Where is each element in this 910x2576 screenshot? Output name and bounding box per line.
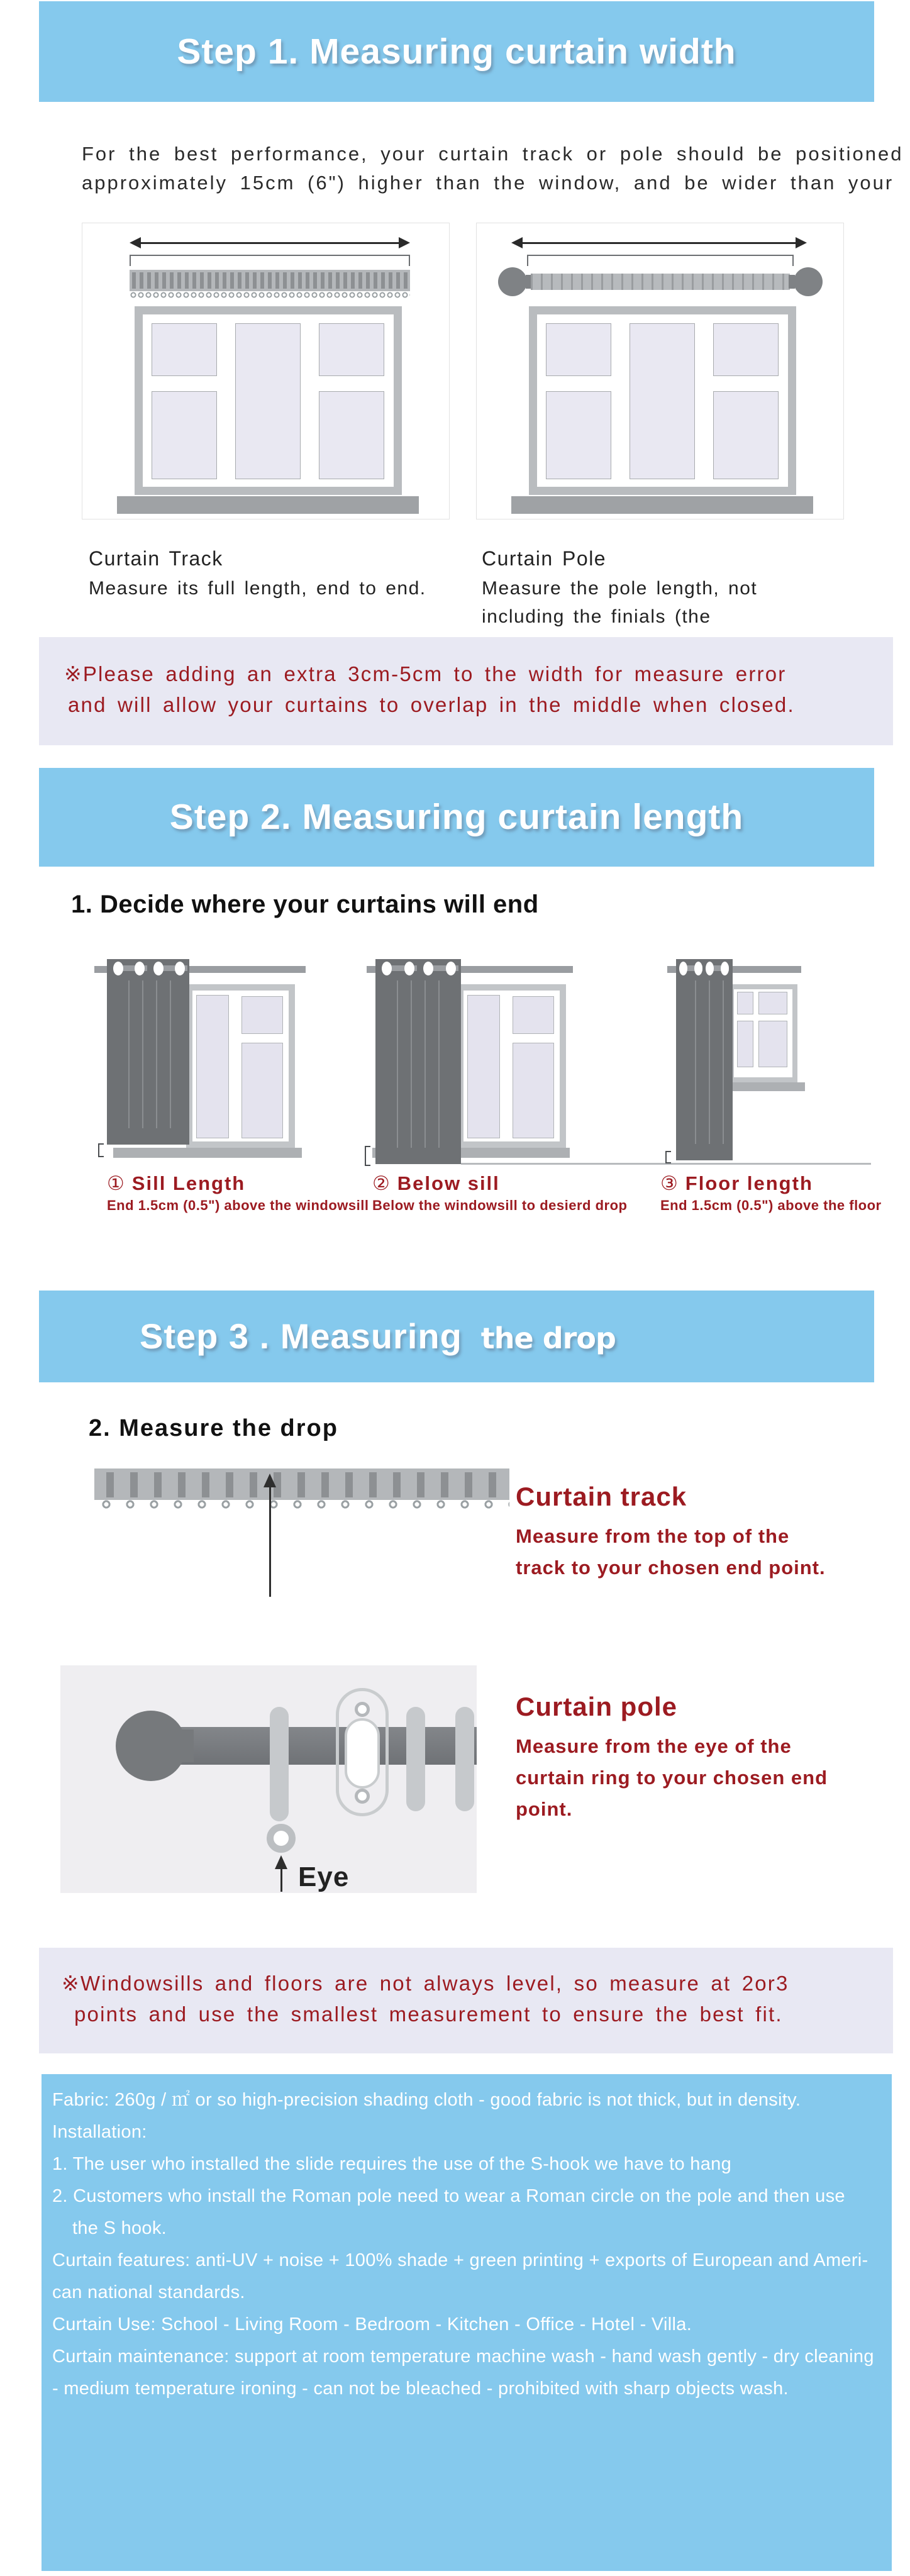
arrow-shaft [519, 242, 799, 244]
pole-body-line-1: Measure from the eye of the [516, 1735, 792, 1757]
note-line-1: ※Please adding an extra 3cm-5cm to the width for measure error [64, 662, 787, 686]
window-pane [152, 391, 217, 479]
arrow-shaft [280, 1867, 282, 1892]
measure-bracket [527, 255, 794, 266]
track-section-title: Curtain track [516, 1482, 687, 1511]
pole-caption-line-1: Measure the pole length, not [482, 578, 758, 599]
grommet-icon [679, 962, 687, 975]
window-pane [630, 323, 695, 479]
curtain-header [676, 959, 733, 978]
curtain-folds [116, 980, 180, 1128]
track-hook-stems [98, 1472, 506, 1497]
curtain-pole-diagram [476, 223, 844, 519]
window-pane [758, 1021, 787, 1067]
pole-finial-ball [116, 1711, 186, 1781]
step2-banner: Step 2. Measuring curtain length [39, 768, 874, 867]
curtain-panel [107, 959, 189, 1145]
grommet-icon [404, 962, 414, 975]
step2-heading: 1. Decide where your curtains will end [71, 891, 539, 918]
step3-banner-sub: the drop [480, 1321, 616, 1355]
pole-body-line-2: curtain ring to your chosen end [516, 1767, 828, 1789]
intro-line-2: approximately 15cm (6") higher than the window, and be wider than your [82, 172, 894, 194]
pole-section-title: Curtain pole [516, 1692, 678, 1721]
pole-finial-right [794, 267, 823, 296]
window-pane [713, 391, 779, 479]
grommet-icon [446, 962, 456, 975]
option3-desc: End 1.5cm (0.5") above the floor [660, 1197, 882, 1213]
pole-section-body [516, 1731, 828, 1825]
footer-line: Installation: [52, 2122, 147, 2142]
window-illustration [529, 306, 796, 495]
track-section-body [516, 1521, 826, 1584]
pole-finial-neck [181, 1729, 194, 1762]
option3-number: ③ [660, 1172, 679, 1194]
sill-length-diagram [63, 955, 314, 1169]
bracket-center [345, 1718, 380, 1789]
step1-intro-paragraph [82, 140, 903, 197]
pole-measure-illustration [60, 1665, 477, 1893]
window-pane [737, 1021, 753, 1067]
pole-caption-line-2: including the finials (the [482, 606, 711, 627]
grommet-icon [135, 962, 145, 975]
window-pane [513, 996, 554, 1034]
curtain-track-icon [94, 1468, 509, 1500]
option1-desc: End 1.5cm (0.5") above the windowsill [107, 1197, 369, 1213]
window-pane [235, 323, 301, 479]
grommet-icon [175, 962, 185, 975]
window-pane [319, 391, 384, 479]
track-body-line-1: Measure from the top of the [516, 1525, 790, 1547]
window-pane [241, 996, 283, 1034]
pole-body-line-3: point. [516, 1798, 573, 1820]
grommet-icon [694, 962, 702, 975]
windowsill [511, 496, 813, 514]
product-details-footer [42, 2074, 892, 2571]
window-pane [758, 992, 787, 1014]
curtain-header [107, 959, 189, 978]
footer-line: the S hook. [72, 2218, 167, 2238]
curtain-ring [270, 1707, 289, 1821]
curtain-track-icon [130, 270, 410, 291]
step3-banner-main: Step 3 . Measuring [140, 1316, 462, 1356]
track-measure-illustration [82, 1468, 522, 1601]
curtain-track-diagram [82, 223, 450, 519]
track-hook-eyes [94, 1500, 509, 1510]
arrow-head-right [399, 237, 410, 248]
ring-eye-icon [267, 1824, 296, 1853]
window-illustration [729, 984, 797, 1082]
grommet-icon [721, 962, 729, 975]
drop-note-box [39, 1948, 893, 2053]
window-pane [196, 995, 229, 1138]
window-pane [546, 391, 611, 479]
up-arrow-icon [264, 1474, 276, 1487]
arrow-shaft [269, 1486, 271, 1597]
window-pane [737, 992, 753, 1014]
grommet-icon [382, 962, 392, 975]
bracket-screw-hole [355, 1789, 370, 1804]
pole-caption-body [482, 574, 757, 631]
window-pane [319, 323, 384, 376]
width-arrow-icon [511, 237, 807, 248]
window-pane [713, 323, 779, 376]
step3-heading: 2. Measure the drop [89, 1415, 338, 1441]
footer-line: 2. Customers who install the Roman pole need to wear a Roman circle on the pole and then use [52, 2186, 845, 2206]
curtain-folds [384, 980, 452, 1148]
footer-line: Curtain maintenance: support at room temperature machine wash - hand wash gently - dry cleaning [52, 2346, 874, 2367]
window-pane [152, 323, 217, 376]
grommet-icon [423, 962, 433, 975]
intro-line-1: For the best performance, your curtain track or pole should be positioned [82, 143, 904, 165]
window-illustration [186, 984, 295, 1148]
curtain-ring [406, 1707, 425, 1811]
measure-bracket [365, 1146, 370, 1166]
measure-bracket [665, 1151, 671, 1163]
window-pane [546, 323, 611, 376]
curtain-panel [375, 959, 461, 1164]
eye-label: Eye [298, 1862, 350, 1892]
window-pane [513, 1043, 554, 1138]
arrow-head-left [511, 237, 523, 248]
track-body-line-2: track to your chosen end point. [516, 1557, 826, 1579]
grommet-icon [706, 962, 714, 975]
track-caption-body: Measure its full length, end to end. [89, 578, 426, 599]
pole-finial-left [498, 267, 527, 296]
windowsill [117, 496, 419, 514]
step3-banner [39, 1291, 874, 1382]
curtain-folds [682, 980, 726, 1144]
option1-number: ① [107, 1172, 126, 1194]
footer-line: can national standards. [52, 2282, 245, 2302]
note-line-2: and will allow your curtains to overlap in the middle when closed. [68, 693, 795, 716]
option1-title: ① Sill Length [107, 1172, 246, 1194]
floor-length-diagram [648, 955, 874, 1172]
window-pane [241, 1043, 283, 1138]
footer-line: - medium temperature ironing - can not be bleached - prohibited with sharp objects wash. [52, 2379, 789, 2399]
curtain-header [375, 959, 461, 978]
footer-line: Curtain Use: School - Living Room - Bedroom - Kitchen - Office - Hotel - Villa. [52, 2314, 692, 2334]
grommet-icon [113, 962, 123, 975]
arrow-head-right [796, 237, 807, 248]
window-pane [467, 995, 500, 1138]
curtain-ring [455, 1707, 474, 1811]
pole-caption-title: Curtain Pole [482, 547, 607, 570]
arrow-shaft [137, 242, 402, 244]
width-arrow-icon [130, 237, 410, 248]
windowsill [113, 1148, 302, 1158]
footer-line: Fabric: 260g / ㎡ or so high-precision shading cloth - good fabric is not thick, but in density. [52, 2090, 801, 2110]
option2-desc: Below the windowsill to desierd drop [372, 1197, 628, 1213]
track-caption-title: Curtain Track [89, 547, 223, 570]
note-line-2: points and use the smallest measurement to ensure the best fit. [74, 2002, 783, 2026]
step1-banner: Step 1. Measuring curtain width [39, 1, 874, 102]
window-illustration [457, 984, 566, 1148]
curtain-panel [676, 959, 733, 1160]
footer-line: Curtain features: anti-UV + noise + 100% shade + green printing + exports of European and Ameri- [52, 2250, 868, 2270]
measure-bracket [98, 1143, 104, 1157]
arrow-head-left [130, 237, 141, 248]
option3-title: ③ Floor length [660, 1172, 813, 1194]
grommet-icon [153, 962, 164, 975]
track-hook-stems [132, 272, 408, 289]
below-sill-diagram [352, 955, 616, 1175]
curtain-pole-icon [170, 1727, 477, 1765]
bracket-screw-hole [355, 1702, 370, 1717]
curtain-pole-icon [531, 274, 790, 290]
track-hook-eyes [130, 291, 410, 300]
window-illustration [135, 306, 402, 495]
option2-number: ② [372, 1172, 391, 1194]
option2-title: ② Below sill [372, 1172, 500, 1194]
width-note-box [39, 637, 893, 745]
note-line-1: ※Windowsills and floors are not always level, so measure at 2or3 [62, 1972, 789, 1995]
measure-bracket [130, 255, 410, 266]
footer-line: 1. The user who installed the slide requires the use of the S-hook we have to hang [52, 2154, 731, 2174]
